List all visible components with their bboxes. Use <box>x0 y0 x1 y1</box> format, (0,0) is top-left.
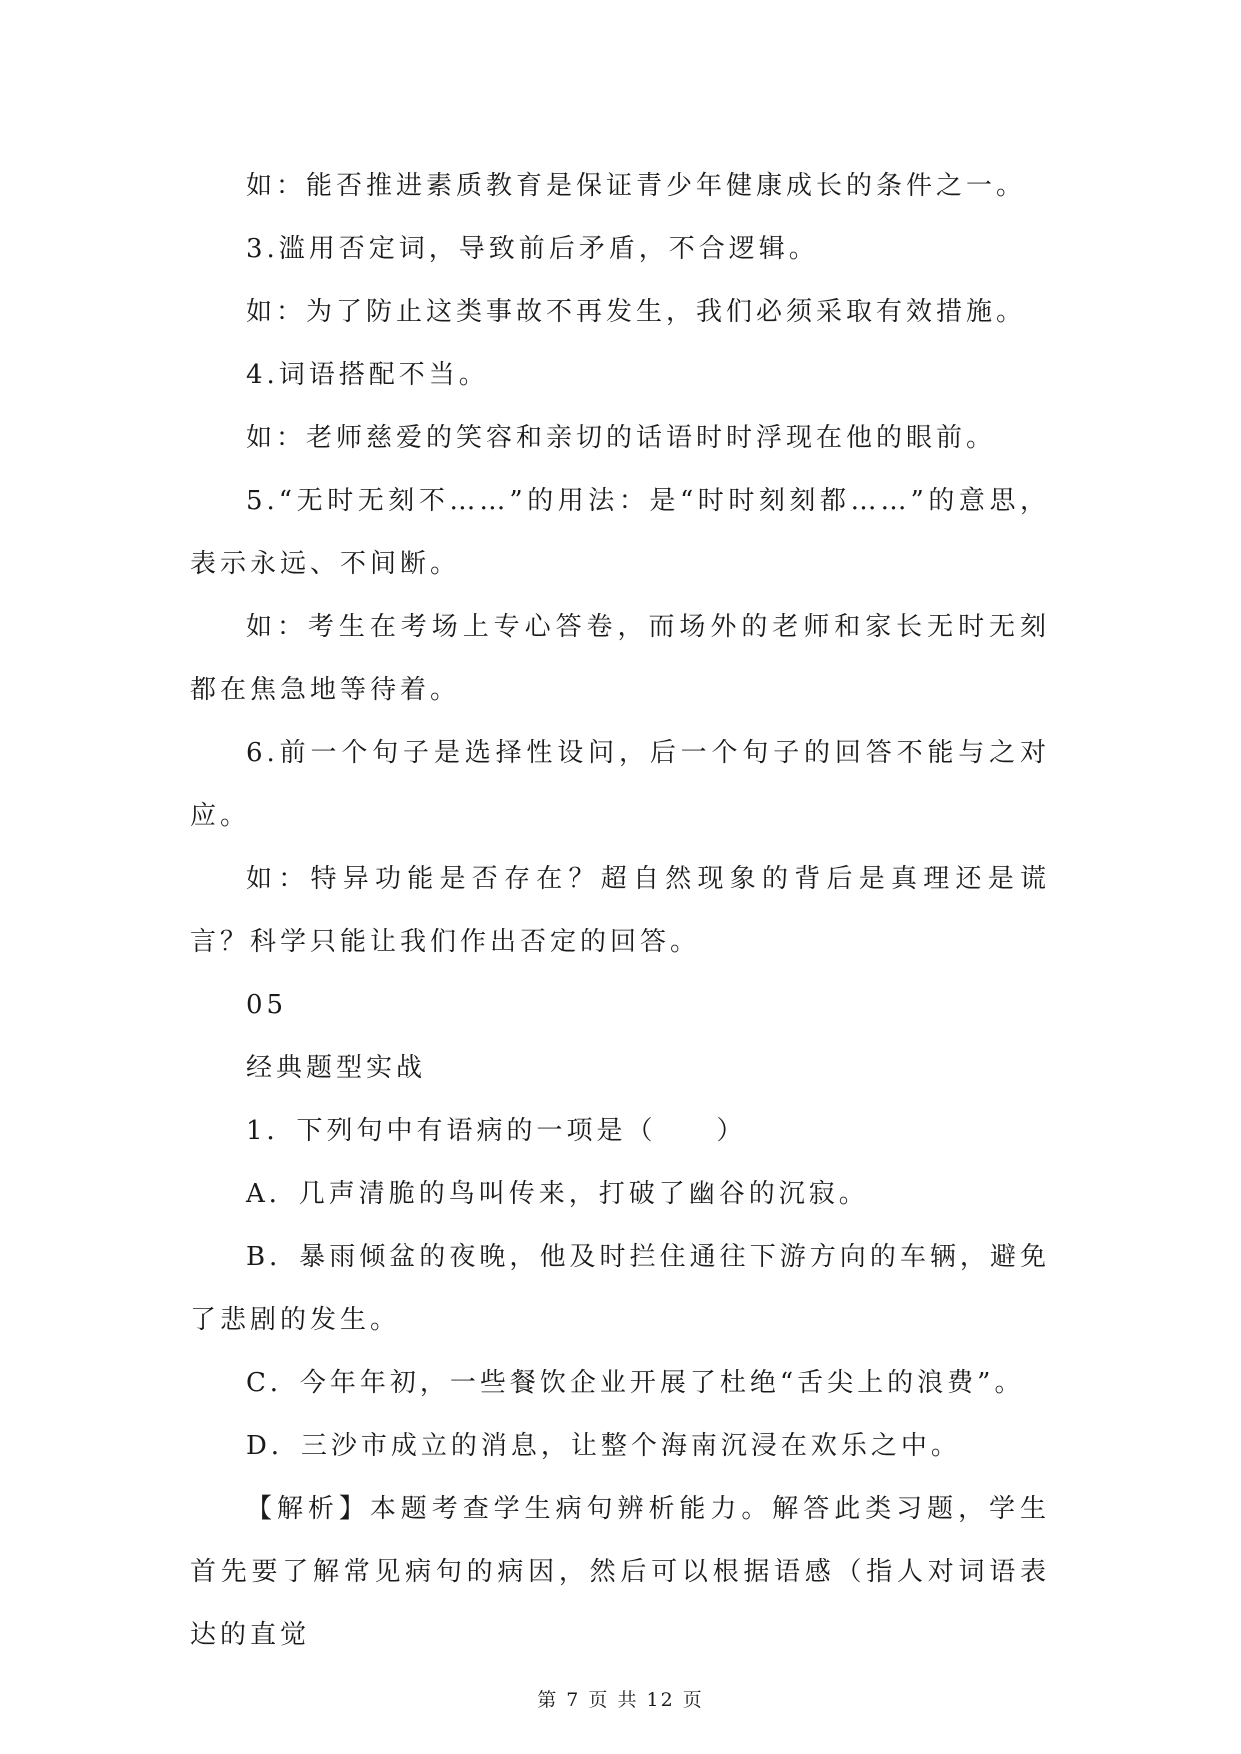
document-body <box>190 155 1050 1667</box>
analysis-paragraph: 【解析】本题考查学生病句辨析能力。解答此类习题，学生首先要了解常见病句的病因，然后可以根据语感（指人对词语表达的直觉 <box>190 1494 1050 1650</box>
paragraph: 4.词语搭配不当。 <box>246 360 489 390</box>
option-c: C．今年年初，一些餐饮企业开展了杜绝“舌尖上的浪费”。 <box>246 1368 1025 1398</box>
question-stem: 1．下列句中有语病的一项是（ ） <box>246 1116 747 1146</box>
paragraph: 3.滥用否定词，导致前后矛盾，不合逻辑。 <box>246 234 819 264</box>
page-footer: 第 7 页 共 12 页 <box>537 1689 704 1711</box>
section-number: 05 <box>246 990 288 1020</box>
paragraph: 如：特异功能是否存在？超自然现象的背后是真理还是谎言？科学只能让我们作出否定的回答。 <box>190 864 1050 957</box>
paragraph: 5.“无时无刻不……”的用法：是“时时刻刻都……”的意思，表示永远、不间断。 <box>190 486 1050 579</box>
paragraph: 如：考生在考场上专心答卷，而场外的老师和家长无时无刻都在焦急地等待着。 <box>190 612 1050 705</box>
section-heading: 经典题型实战 <box>246 1053 427 1083</box>
option-b: B．暴雨倾盆的夜晚，他及时拦住通往下游方向的车辆，避免了悲剧的发生。 <box>190 1242 1050 1335</box>
option-d: D．三沙市成立的消息，让整个海南沉浸在欢乐之中。 <box>246 1431 961 1461</box>
paragraph: 如：能否推进素质教育是保证青少年健康成长的条件之一。 <box>246 171 1027 201</box>
paragraph: 如：老师慈爱的笑容和亲切的话语时时浮现在他的眼前。 <box>246 423 997 453</box>
paragraph: 6.前一个句子是选择性设问，后一个句子的回答不能与之对应。 <box>190 738 1050 831</box>
option-a: A．几声清脆的鸟叫传来，打破了幽谷的沉寂。 <box>246 1179 869 1209</box>
paragraph: 如：为了防止这类事故不再发生，我们必须采取有效措施。 <box>246 297 1027 327</box>
